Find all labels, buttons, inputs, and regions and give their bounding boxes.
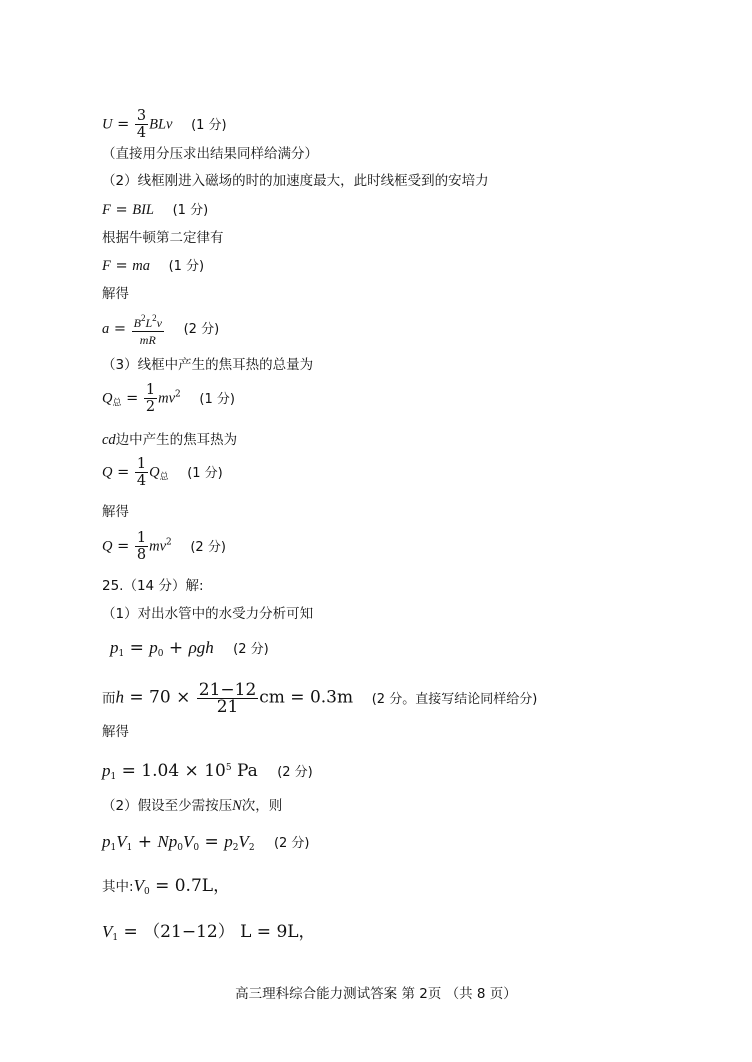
part-2-heading: （2）线框刚进入磁场的时的加速度最大，此时线框受到的安培力 xyxy=(102,173,489,189)
question-25-heading: 25.（14 分）解: xyxy=(102,578,204,594)
part-2b-text-b: 次，则 xyxy=(241,798,283,814)
where-prefix: 其中: xyxy=(102,879,134,895)
score-2: (1 分) xyxy=(172,203,209,218)
score-5: (1 分) xyxy=(199,391,235,407)
score-11: (2 分) xyxy=(273,836,310,851)
subscript-total: 总 xyxy=(112,398,122,409)
cd-heat-label: 边中产生的焦耳热为 xyxy=(115,432,238,448)
equation-voltage: U = $\frac{3}{4}$ BLv (1 分) xyxy=(102,108,227,141)
part-2b-text-a: （2）假设至少需按压 xyxy=(102,798,233,814)
equation-p1-result: $p_1 = 1.04 \times 10^5$ Pa (2 分) xyxy=(102,761,313,782)
n-symbol: N xyxy=(232,798,242,814)
equation-heat-result: Q = $\frac{1}{8}$ $mv^2$ (2 分) xyxy=(102,530,226,563)
equation-ampere-force: F = BIL (1 分) xyxy=(102,202,209,218)
score-1: (1 分) xyxy=(191,117,227,133)
cd-heat-text xyxy=(102,430,237,450)
solve-text-1: 解得 xyxy=(102,286,129,302)
part-2b-heading xyxy=(102,796,282,816)
score-9: (2 分。直接写结论同样给分) xyxy=(371,691,538,707)
note-line: （直接用分压求出结果同样给满分） xyxy=(102,146,318,162)
equation-gas-law: $p_1V_1 + Np_0V_0 = p_2V_2$ (2 分) xyxy=(102,832,310,853)
equation-height: 而h = 70 × $\frac{21-12}{21}$ cm = 0.3m (2 分。直接写结论同样给分) xyxy=(102,680,538,717)
equation-v0: 其中$:V_0 = 0.7L$， xyxy=(102,876,231,897)
equation-v1: $V_1 = (21-12) L = 9L$， xyxy=(102,922,316,943)
newton-law-text: 根据牛顿第二定律有 xyxy=(102,230,224,246)
page-footer: 高三理科综合能力测试答案 第 2页 （共 8 页） xyxy=(235,986,517,1002)
score-8: (2 分) xyxy=(233,642,269,657)
solve-text-3: 解得 xyxy=(102,724,129,740)
score-4: (2 分) xyxy=(183,322,220,337)
equation-newton: F = ma (1 分) xyxy=(102,258,205,274)
equation-pressure: $p_1 = p_0 + \rho gh$ (2 分) xyxy=(110,638,269,659)
solve-text-2: 解得 xyxy=(102,504,129,520)
equation-total-heat: $Q_总$ = $\frac{1}{2}$ $mv^2$ (1 分) xyxy=(102,382,235,415)
score-6: (1 分) xyxy=(187,465,223,481)
equation-cd-heat: Q = $\frac{1}{4}$ $Q_总$ (1 分) xyxy=(102,456,223,489)
equation-acceleration: a = $\frac{B^2L^2v}{mR}$ (2 分) xyxy=(102,310,219,348)
score-3: (1 分) xyxy=(168,259,205,274)
subscript-total-2: 总 xyxy=(159,472,169,483)
cd-label: cd xyxy=(102,432,116,448)
er-prefix: 而 xyxy=(102,690,116,707)
score-7: (2 分) xyxy=(190,539,226,555)
score-10: (2 分) xyxy=(277,765,313,780)
v1-paren: （21−12） xyxy=(143,922,235,942)
part-3-heading: （3）线框中产生的焦耳热的总量为 xyxy=(102,357,314,373)
part-1-heading: （1）对出水管中的水受力分析可知 xyxy=(102,606,314,622)
